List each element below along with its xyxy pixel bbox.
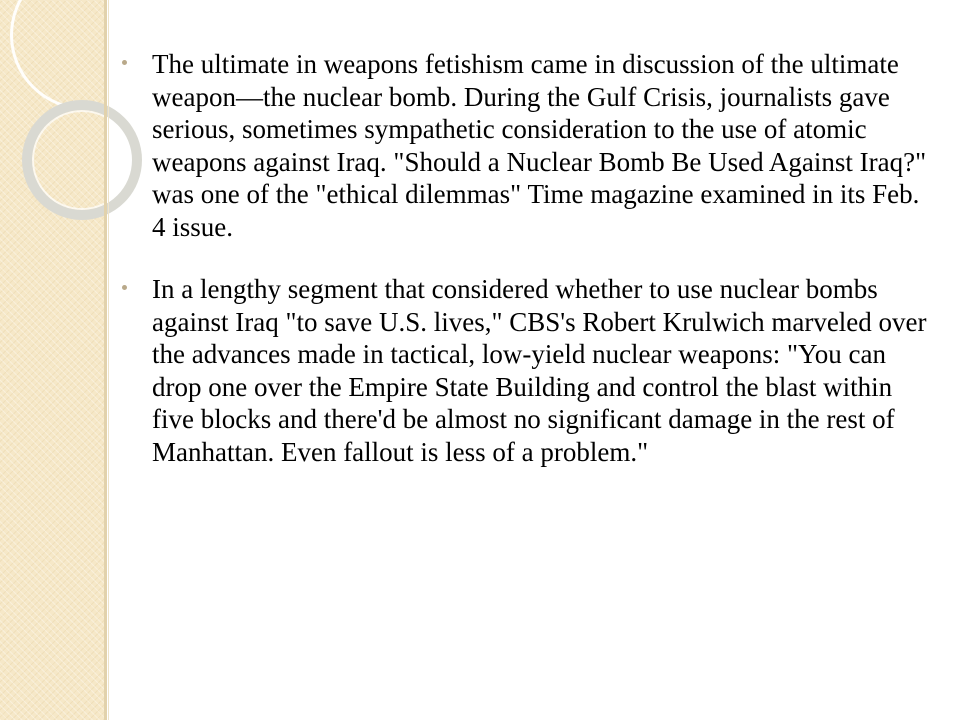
bullet-text: In a lengthy segment that considered whether to use nuclear bombs against Iraq "to save U.S. lives," CBS's Robert Krulwich marveled over the advances made in tactical, low-yield nuclear weapons: "You can drop one over the Empire State Building and control the blast within five blocks and there'd be almost no significant damage in the rest of Manhattan. Even fallout is less of a problem." xyxy=(152,274,927,467)
bullet-text: The ultimate in weapons fetishism came in discussion of the ultimate weapon—the nuclear bomb. During the Gulf Crisis, journalists gave serious, sometimes sympathetic consideration to the use of atomic weapons against Iraq. "Should a Nuclear Bomb Be Used Against Iraq?" was one of the "ethical dilemmas" Time magazine examined in its Feb. 4 issue. xyxy=(152,49,927,242)
side-divider xyxy=(104,0,107,720)
bullet-dot-icon xyxy=(122,285,127,290)
decorative-side-panel xyxy=(0,0,104,720)
bullet-dot-icon xyxy=(122,60,127,65)
bullet-item xyxy=(122,48,934,243)
bullet-item xyxy=(122,273,934,468)
slide-body xyxy=(122,48,934,498)
side-divider xyxy=(108,0,109,720)
